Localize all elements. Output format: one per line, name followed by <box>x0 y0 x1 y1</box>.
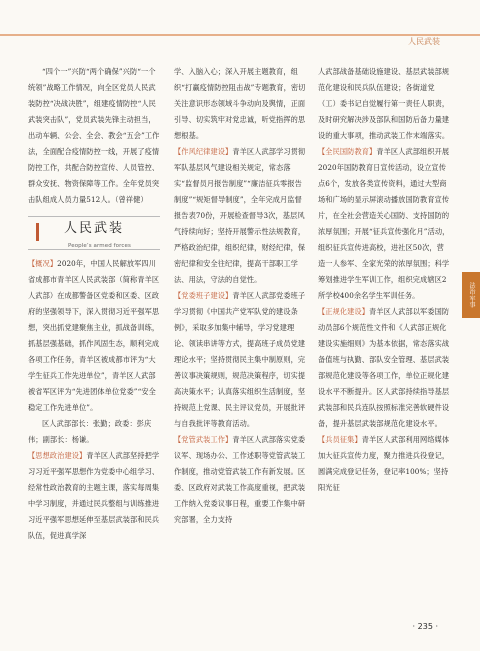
overview-paragraph <box>28 256 160 416</box>
page-number: · 235 · <box>412 622 438 631</box>
standard-paragraph <box>318 304 450 432</box>
party-text: 青羊区人武部党委班子学习贯彻《中国共产党军队党的建设条例》，采取多加集中辅导，学习党建理论、领读串讲等方式，提高班子成员党建理论水平；坚持贯彻民主集中制原则，完善议事决策规则，规范决策程序，切实提高决策水平；认真落实组织生活制度，坚持规范上党课、民主评议党员，开展批评与自我批评等教育活动。 <box>174 291 306 428</box>
team-paragraph <box>174 432 306 528</box>
standard-text: 青羊区人武部以军委国防动员部6个规范性文件和《人武部正规化建设实施细则》为基本依据，常态落实战备值班与执勤、部队安全管理、基层武装部规范化建设等各项工作，单位正规化建设水平不断提升。区人武部持续指导基层武装部和民兵连队按照标准完善软硬件设备，提升基层武装部规范化建设水平。 <box>318 307 450 428</box>
political-paragraph <box>28 448 160 544</box>
col2-intro: 学、入脑入心；深入开展主题教育，组织“打赢疫情防控阻击战”专题教育，密切关注意识形态领域斗争动向及舆情，正面引导、切实筑牢对党忠诚，听党指挥的思想根基。 <box>174 67 306 140</box>
column-2 <box>174 64 306 528</box>
running-header: 人民武装 <box>408 37 440 46</box>
discipline-text: 青羊区人武部学习贯彻军队基层风气建设相关规定，常态落实“监督员月报告制度”“廉洁征兵零报告制度”“规矩督导制度”，全年完成月监督报告表70份，开展检查督导3次，基层风气持续向好；坚持开展警示性法规教育，严格政治纪律，组织纪律，财经纪律，保密纪律和安全往纪律，提高干部职工学法、用法，守法的自觉性。 <box>174 147 306 284</box>
discipline-tag: 【作风纪律建设】 <box>174 147 233 156</box>
discipline-paragraph <box>174 144 306 288</box>
section-side-tab[interactable]: 法治·军事 <box>462 272 480 318</box>
political-text: 青羊区人武部坚持把学习习近平强军思想作为党委中心组学习、经常性政治教育的主题主课，落实每周集中学习制度，并通过民兵整组与训练推进习近平强军思想延伸至基层武装部和民兵队伍，促进真学深 <box>28 451 160 540</box>
defense-text: 青羊区人武部组织开展2020年国防教育日宣传活动，设立宣传点6个，发放各类宣传资料，通过大型商场和广场的显示屏滚动播放国防教育宣传片，在全社会营造关心国防、支持国防的浓厚氛围；开展“征兵宣传强化月”活动，组织征兵宣传进高校，进社区50次，营造一人参军、全家光荣的浓厚氛围；科学筹划推进学生军训工作，组织完成辖区2所学校400余名学生军训任务。 <box>318 147 450 300</box>
recruit-text: 青羊区人武部利用网络媒体加大征兵宣传力度，聚力推进兵役登记，圆满完成登记任务，登记率100%；坚持阳光征 <box>318 435 450 492</box>
standard-tag: 【正规化建设】 <box>318 307 370 316</box>
col3-intro: 人武部战备基础设施建设、基层武装部规范化建设和民兵队伍建设；各街道党（工）委书记自觉履行第一责任人职责，及时研究解决涉及部队和国防后备力量建设的重大事项，推动武装工作末端落实。 <box>318 67 450 140</box>
team-tag: 【党管武装工作】 <box>174 435 233 444</box>
party-paragraph <box>174 288 306 432</box>
column-3 <box>318 64 450 496</box>
column-1 <box>28 64 160 544</box>
overview-text: 2020年，中国人民解放军四川省成都市青羊区人民武装部（简称青羊区人武部）在成都警备区党委和区委、区政府的坚强领导下，深入贯彻习近平强军思想，突出抓党建聚焦主业，抓战备训练，抓基层强基础，抓作风固生态，顺利完成各项工作任务，青羊区被成都市评为“大学生征兵工作先进单位”，青羊区人武部被省军区评为“先进团体单位党委”“安全稳定工作先进单位”。 <box>28 259 160 412</box>
overview-staff: 区人武部部长：张勤；政委：彭庆伟；副部长：杨谦。 <box>28 419 152 444</box>
recruit-paragraph <box>318 432 450 496</box>
overview-tag: 【概况】 <box>28 259 58 268</box>
intro-paragraph: “四个一”兴防“两个确保”兴防“一个统领”战略工作情况，向全区党员人民武装防控“决战决胜”，组建疫情防控“人民武装突击队”，党员武装先锋主动担当，出动车辆、公会、全会、教会“五会”工作法，全面配合疫情防控一线，开展了疫情防控工作，共配合防控宣传、人员管控、群众安抚、物资保障等工作。全年党员突击队组成人员力量512人。（曾祥健） <box>28 67 160 204</box>
masthead-mark <box>36 223 59 241</box>
masthead <box>28 216 160 250</box>
recruit-tag: 【兵员征集】 <box>318 435 362 444</box>
team-text: 青羊区人武部落实党委议军、现场办公、工作述职等党管武装工作制度，推动党管武装工作有新发展。区委、区政府对武装工作高度重视，把武装工作纳入党委议事日程，重要工作集中研究部署，全力支持 <box>174 435 306 524</box>
masthead-subtitle: People’s armed forces <box>68 243 131 249</box>
defense-tag: 【全民国防教育】 <box>318 147 377 156</box>
defense-paragraph <box>318 144 450 304</box>
political-tag: 【思想政治建设】 <box>28 451 87 460</box>
party-tag: 【党委班子建设】 <box>174 291 233 300</box>
masthead-title: 人民武装 <box>64 221 125 236</box>
